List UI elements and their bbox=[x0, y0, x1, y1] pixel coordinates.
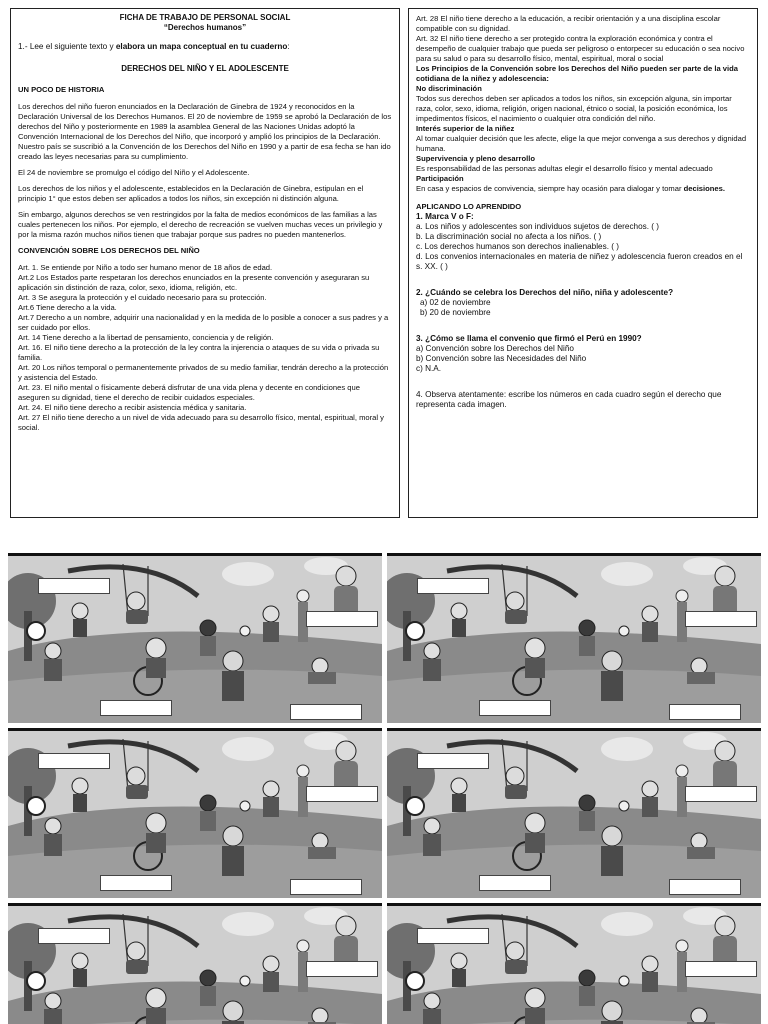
apply-heading: APLICANDO LO APRENDIDO bbox=[416, 202, 522, 211]
section-title: DERECHOS DEL NIÑO Y EL ADOLESCENTE bbox=[121, 64, 289, 73]
article-item: Art. 20 Los niños temporal o permanentemente privados de su medio familiar, tendrán derecho a la protección y asistencia del Estado. bbox=[18, 363, 389, 382]
principle-text: Es responsabilidad de las personas adultas elegir el desarrollo físico y mental adecuado bbox=[416, 164, 713, 173]
question-3: 3. ¿Cómo se llama el convenio que firmó el Perú en 1990? bbox=[416, 334, 642, 343]
principle-text: Todos sus derechos deben ser aplicados a todos los niños, sin excepción alguna, sin importar raza, color, sexo, idioma, religión, origen nacional, étnico o social, la posición económica, los impedimentos físicos, el nacimiento o cualquier otra condición del niño. bbox=[416, 94, 732, 123]
answer-box[interactable] bbox=[685, 961, 757, 977]
answer-box[interactable] bbox=[38, 928, 110, 944]
answer-box[interactable] bbox=[100, 700, 172, 716]
playground-scene bbox=[8, 728, 382, 898]
article-item: Art.2 Los Estados parte respetaran los derechos enunciados en la presente convención y aseguraran su aplicación sin distinción de raza, color, sexo, idioma, religión, etc. bbox=[18, 273, 370, 292]
true-false-item[interactable]: a. Los niños y adolescentes son individuos sujetos de derechos. ( ) bbox=[416, 222, 660, 231]
answer-box[interactable] bbox=[38, 753, 110, 769]
right-text-panel bbox=[408, 8, 758, 518]
article-item: Art. 3 Se asegura la protección y el cuidado necesario para su protección. bbox=[18, 293, 267, 302]
worksheet-header: FICHA DE TRABAJO DE PERSONAL SOCIAL bbox=[119, 13, 291, 22]
answer-box[interactable] bbox=[417, 928, 489, 944]
answer-option[interactable]: a) Convención sobre los Derechos del Niño bbox=[416, 344, 574, 353]
left-text-panel bbox=[10, 8, 400, 518]
true-false-item[interactable]: d. Los convenios internacionales en materia de niñez y adolescencia fueron creados en el s. XX. ( ) bbox=[416, 252, 743, 271]
principle-title: Participación bbox=[416, 174, 464, 183]
question-4: 4. Observa atentamente: escribe los números en cada cuadro según el derecho que representa cada imagen. bbox=[416, 390, 722, 409]
answer-box[interactable] bbox=[685, 786, 757, 802]
answer-box[interactable] bbox=[100, 875, 172, 891]
history-heading: UN POCO DE HISTORIA bbox=[18, 85, 105, 94]
answer-box[interactable] bbox=[306, 611, 378, 627]
answer-option[interactable]: b) Convención sobre las Necesidades del Niño bbox=[416, 354, 587, 363]
answer-box[interactable] bbox=[290, 704, 362, 720]
playground-scene bbox=[387, 728, 761, 898]
principle-text: Al tomar cualquier decisión que les afecte, elige la que mejor convenga a sus derechos y dignidad humana. bbox=[416, 134, 747, 153]
answer-box[interactable] bbox=[306, 786, 378, 802]
playground-scene bbox=[8, 903, 382, 1024]
answer-box[interactable] bbox=[38, 578, 110, 594]
answer-option[interactable]: a) 02 de noviembre bbox=[420, 298, 491, 307]
playground-scene bbox=[387, 903, 761, 1024]
history-paragraph: El 24 de noviembre se promulgo el código del Niño y el Adolescente. bbox=[18, 168, 250, 177]
article-item: Art. 1. Se entiende por Niño a todo ser humano menor de 18 años de edad. bbox=[18, 263, 273, 272]
answer-box[interactable] bbox=[290, 879, 362, 895]
worksheet-subheader: “Derechos humanos” bbox=[163, 23, 247, 32]
history-paragraph: Los derechos de los niños y el adolescente, establecidos en la Declaración de Ginebra, estipulan en el principio 1° que estos deben ser aplicados a todos los niños, sin excepción ni distinción alguna. bbox=[18, 184, 364, 203]
question-2: 2. ¿Cuándo se celebra los Derechos del niño, niña y adolescente? bbox=[416, 288, 674, 297]
answer-box[interactable] bbox=[479, 875, 551, 891]
article-item: Art. 28 El niño tiene derecho a la educación, a recibir orientación y a una disciplina escolar compatible con su dignidad. bbox=[416, 14, 721, 33]
answer-box[interactable] bbox=[479, 700, 551, 716]
answer-box[interactable] bbox=[669, 704, 741, 720]
playground-scene bbox=[387, 553, 761, 723]
principle-text: En casa y espacios de convivencia, siempre hay ocasión para dialogar y tomar decisiones. bbox=[416, 184, 725, 193]
answer-box[interactable] bbox=[417, 753, 489, 769]
answer-option[interactable]: c) N.A. bbox=[416, 364, 442, 373]
article-item: Art. 27 El niño tiene derecho a un nivel de vida adecuado para su desarrollo físico, mental, espiritual, moral y social. bbox=[18, 413, 384, 432]
playground-scene bbox=[8, 553, 382, 723]
answer-box[interactable] bbox=[306, 961, 378, 977]
answer-option[interactable]: b) 20 de noviembre bbox=[420, 308, 491, 317]
article-item: Art. 32 El niño tiene derecho a ser protegido contra la exploración económica y contra el desempeño de cualquier trabajo que pueda ser peligroso o entorpecer su educación o sea nocivo para su salud o para su desarrollo físico, mental, espiritual, moral o social bbox=[416, 34, 745, 63]
principles-heading: Los Principios de la Convención sobre los Derechos del Niño pueden ser parte de la vida cotidiana de la niñez y adolescencia: bbox=[416, 64, 738, 83]
article-item: Art. 23. El niño mental o físicamente deberá disfrutar de una vida plena y decente en condiciones que aseguren su dignidad, tiene el derecho de recibir cuidados especiales. bbox=[18, 383, 360, 402]
history-paragraph: Los derechos del niño fueron enunciados en la Declaración de Ginebra de 1924 y reconocidos en la Declaración Universal de los Derechos Humanos. El 20 de noviembre de 1959 se aprobó la Declaración de los derechos del Niño y posteriormente en 1989 la asamblea General de las Naciones Unidas adoptó la Convención Internacional de los Derechos del Niño, que incorporó y amplió los principios de la Declaración. Nuestro país se suscribió a la Convención de los Derechos del Niño en 1990 y a partir de esa fecha se han ido creado las leyes necesarias para su cumplimiento. bbox=[18, 102, 392, 161]
article-item: Art. 16. El niño tiene derecho a la protección de la ley contra la injerencia o ataques de su vida o privada su familia. bbox=[18, 343, 380, 362]
answer-box[interactable] bbox=[685, 611, 757, 627]
article-item: Art. 14 Tiene derecho a la libertad de pensamiento, conciencia y de religión. bbox=[18, 333, 274, 342]
principle-title: Supervivencia y pleno desarrollo bbox=[416, 154, 536, 163]
answer-box[interactable] bbox=[417, 578, 489, 594]
convention-heading: CONVENCIÓN SOBRE LOS DERECHOS DEL NIÑO bbox=[18, 246, 200, 255]
true-false-item[interactable]: c. Los derechos humanos son derechos inalienables. ( ) bbox=[416, 242, 619, 251]
principle-title: Interés superior de la niñez bbox=[416, 124, 515, 133]
article-item: Art.7 Derecho a un nombre, adquirir una nacionalidad y en la medida de lo posible a conocer a sus padres y a ser cuidado por ellos. bbox=[18, 313, 389, 332]
question-1: 1. Marca V o F: bbox=[416, 212, 474, 221]
article-item: Art.6 Tiene derecho a la vida. bbox=[18, 303, 117, 312]
answer-box[interactable] bbox=[669, 879, 741, 895]
question-1-instruction: 1.- Lee el siguiente texto y elabora un mapa conceptual en tu cuaderno: bbox=[18, 42, 290, 51]
principle-title: No discriminación bbox=[416, 84, 482, 93]
article-item: Art. 24. El niño tiene derecho a recibir asistencia médica y sanitaria. bbox=[18, 403, 247, 412]
true-false-item[interactable]: b. La discriminación social no afecta a los niños. ( ) bbox=[416, 232, 602, 241]
history-paragraph: Sin embargo, algunos derechos se ven restringidos por la falta de medios económicos de las familias a las cuales pertenecen los niños. Por ejemplo, el derecho de recreación se vuelven muchas veces un privilegio y por la misma razón muchos niños tienen que trabajar porque sus padres no pueden mantenerlos. bbox=[18, 210, 383, 239]
